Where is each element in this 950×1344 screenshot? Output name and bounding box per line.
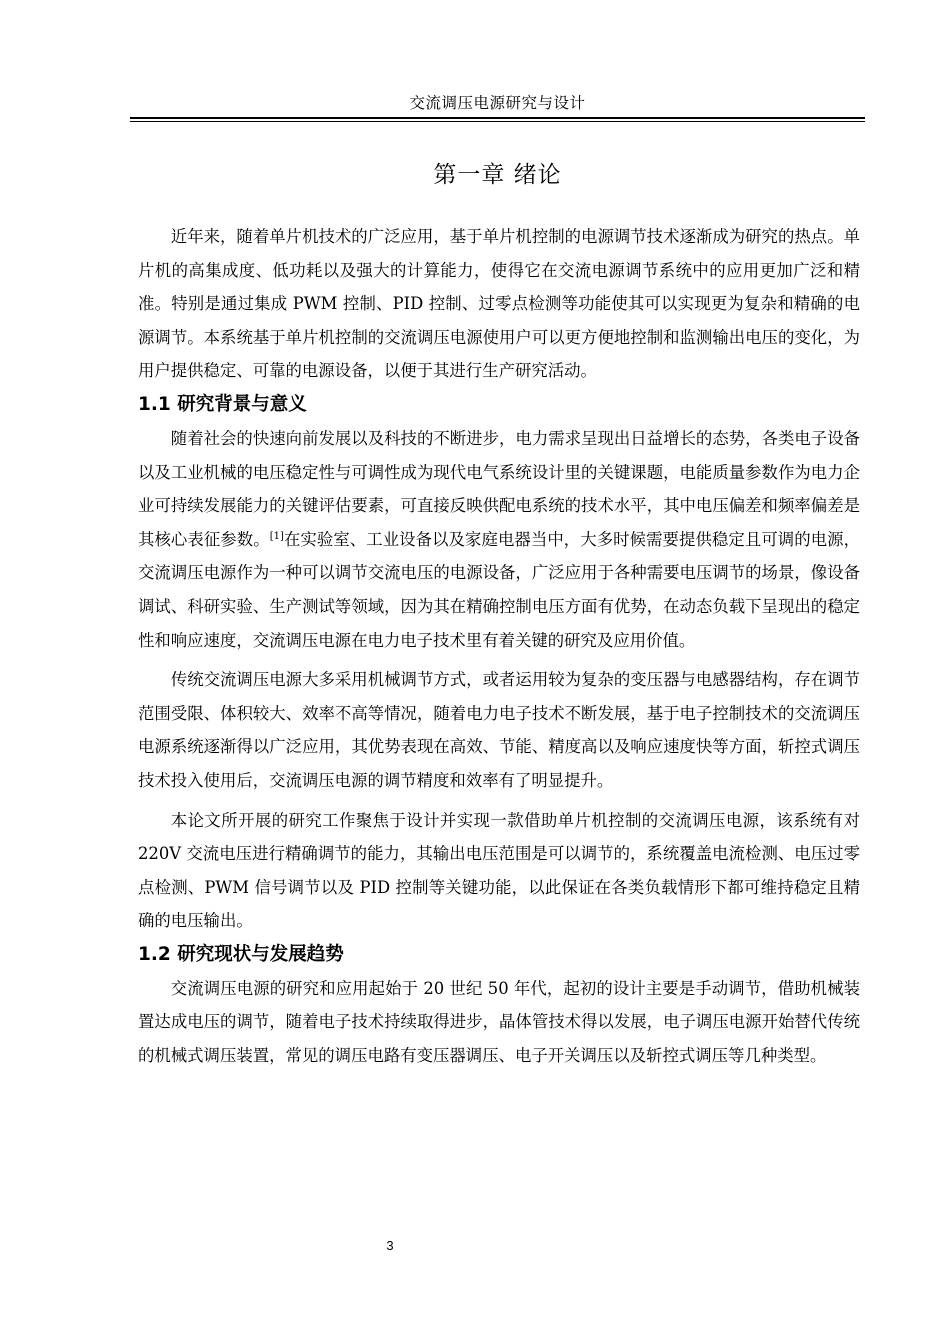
intro-paragraph: 近年来，随着单片机技术的广泛应用，基于单片机控制的电源调节技术逐渐成为研究的热点。单片机的高集成度、低功耗以及强大的计算能力，使得它在交流电源调节系统中的应用更加广泛和精准。特别是通过集成 PWM 控制、PID 控制、过零点检测等功能使其可以实现更为复杂和精确的电源调节。本系统基于单片机控制的交流调压电源使用户可以更方便地控制和监测输出电压的变化，为用户提供稳定、可靠的电源设备，以便于其进行生产研究活动。 — [138, 227, 860, 381]
section-1-1-paragraph-3: 本论文所开展的研究工作聚焦于设计并实现一款借助单片机控制的交流调压电源，该系统有对 220V 交流电压进行精确调节的能力，其输出电压范围是可以调节的，系统覆盖电流检测、电压过零点检测、PWM 信号调节以及 PID 控制等关键功能，以此保证在各类负载情形下都可维持稳定且精确的电压输出。 — [138, 810, 860, 931]
body-text — [138, 220, 860, 1073]
section-1-1-paragraph-2: 传统交流调压电源大多采用机械调节方式，或者运用较为复杂的变压器与电感器结构，存在调节范围受限、体积较大、效率不高等情况，随着电力电子技术不断发展，基于电子控制技术的交流调压电源系统逐渐得以广泛应用，其优势表现在高效、节能、精度高以及响应速度快等方面，斩控式调压技术投入使用后，交流调压电源的调节精度和效率有了明显提升。 — [138, 670, 860, 790]
section-heading-1-2: 1.2 研究现状与发展趋势 — [138, 943, 344, 965]
paragraph-text: 在实验室、工业设备以及家庭电器当中，大多时候需要提供稳定且可调的电源，交流调压电源作为一种可以调节交流电压的电源设备，广泛应用于各种需要电压调节的场景，像设备调试、科研实验、生产测试等领域，因为其在精确控制电压方面有优势，在动态负载下呈现出的稳定性和响应速度，交流调压电源在电力电子技术里有着关键的研究及应用价值。 — [138, 529, 861, 650]
section-1-1-paragraph-1 — [138, 422, 860, 657]
paragraph-text: 随着社会的快速向前发展以及科技的不断进步，电力需求呈现出日益增长的态势，各类电子设备以及工业机械的电压稳定性与可调性成为现代电气系统设计里的关键课题，电能质量参数作为电力企业可持续发展能力的关键评估要素，可直接反映供配电系统的技术水平，其中电压偏差和频率偏差是其核心表征参数。 — [138, 428, 860, 549]
header-rule — [130, 117, 865, 119]
chapter-title: 第一章 绪论 — [433, 162, 562, 188]
running-header: 交流调压电源研究与设计 — [409, 94, 586, 112]
page-number: 3 — [386, 1238, 394, 1253]
section-1-2-paragraph-1: 交流调压电源的研究和应用起始于 20 世纪 50 年代，起初的设计主要是手动调节，借助机械装置达成电压的调节，随着电子技术持续取得进步，晶体管技术得以发展，电子调压电源开始替代传统的机械式调压装置，常见的调压电路有变压器调压、电子开关调压以及斩控式调压等几种类型。 — [138, 978, 860, 1066]
header-rule-thin — [130, 121, 865, 122]
citation-ref[interactable]: [1] — [269, 530, 284, 542]
section-heading-1-1: 1.1 研究背景与意义 — [138, 393, 307, 415]
